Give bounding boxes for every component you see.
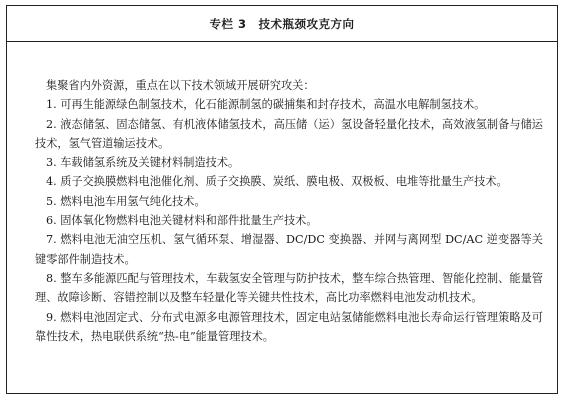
list-item-1: 1. 可再生能源绿色制氢技术，化石能源制氢的碳捕集和封存技术，高温水电解制氢技术。 [46, 98, 486, 112]
intro-paragraph: 集聚省内外资源，重点在以下技术领域开展研究攻关： [46, 79, 315, 92]
column-box [6, 5, 558, 394]
column-title: 技术瓶颈攻克方向 [258, 16, 355, 31]
list-item-2: 2. 液态储氢、固态储氢、有机液体储氢技术，高压储（运）氢设备轻量化技术，高效液氢制备与储运技术，氢气管道输运技术。 [35, 117, 543, 150]
column-number: 专栏 3 [209, 16, 247, 31]
list-item-8: 8. 整车多能源匹配与管理技术，车载氢安全管理与防护技术，整车综合热管理、智能化控制、能量管理、故障诊断、容错控制以及整车轻量化等关键共性技术，高比功率燃料电池发动机技术。 [35, 271, 543, 305]
list-item-7: 7. 燃料电池无油空压机、氢气循环泵、增湿器、DC/DC 变换器、并网与离网型 DC/AC 逆变器等关键零部件制造技术。 [35, 233, 543, 266]
list-item-3: 3. 车载储氢系统及关键材料制造技术。 [46, 156, 240, 170]
column-title-bar [7, 6, 557, 42]
column-content [35, 76, 543, 346]
list-item-9: 9. 燃料电池固定式、分布式电源多电源管理技术，固定电站氢储能燃料电池长寿命运行管理策略及可靠性技术，热电联供系统“热-电”能量管理技术。 [35, 310, 543, 343]
list-item-5: 5. 燃料电池车用氢气纯化技术。 [46, 194, 206, 208]
list-item-6: 6. 固体氧化物燃料电池关键材料和部件批量生产技术。 [46, 214, 318, 228]
list-item-4: 4. 质子交换膜燃料电池催化剂、质子交换膜、炭纸、膜电极、双极板、电堆等批量生产技术。 [46, 175, 508, 189]
